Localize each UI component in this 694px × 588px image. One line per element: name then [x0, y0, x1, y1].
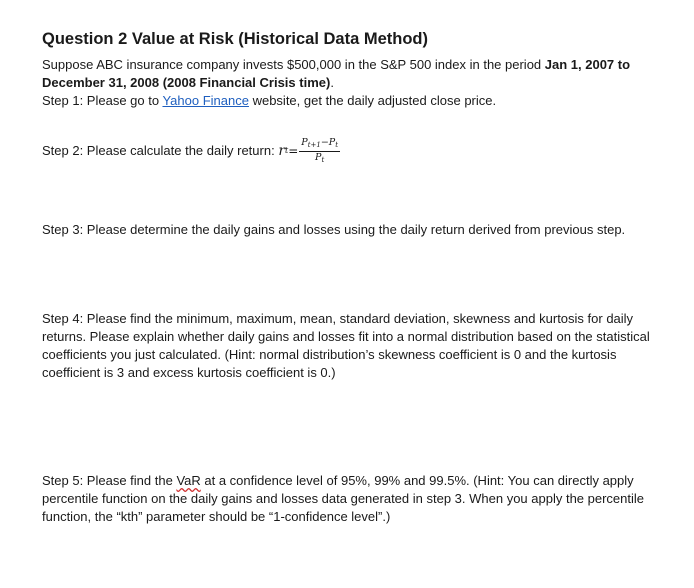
question-title: Question 2 Value at Risk (Historical Data Method) — [42, 30, 429, 48]
document-page — [42, 28, 662, 524]
step2-block — [42, 136, 662, 165]
num-p: P — [301, 137, 308, 148]
formula-lhs: r — [278, 142, 286, 159]
step5-after: at a confidence level of 95%, 99% and 99.5%. (Hint: You can directly apply percentile function on the daily gains and losses data generated in step 3. When you apply the percentile function, the “kth” parameter should be “1-confidence level”.) — [42, 473, 645, 524]
step4-paragraph: Step 4: Please find the minimum, maximum, mean, standard deviation, skewness and kurtosis for daily returns. Please explain whether daily gains and losses fit into a normal distribution based on the statistical coefficients you just calculated. (Hint: normal distribution’s skewness coefficient is 0 and the kurtosis coefficient is 3 and excess kurtosis coefficient is 0.) — [42, 311, 650, 380]
step4-block — [42, 310, 662, 382]
num-p-sub: t+1 — [307, 141, 321, 149]
intro-paragraph — [42, 56, 662, 92]
step1-after: website, get the daily adjusted close price. — [248, 93, 497, 108]
formula-fraction — [299, 137, 340, 166]
num-minus-p: −P — [320, 137, 336, 148]
step5-block — [42, 472, 662, 526]
formula-numerator — [299, 137, 340, 152]
formula-lhs-sub: t — [285, 145, 289, 155]
step2-paragraph — [42, 136, 662, 165]
den-p: P — [315, 152, 322, 163]
var-term: VaR — [176, 473, 201, 488]
step2-text: Step 2: Please calculate the daily return: — [42, 142, 279, 158]
step1-paragraph — [42, 92, 662, 110]
intro-end: . — [330, 75, 334, 90]
yahoo-finance-link[interactable]: Yahoo Finance — [162, 93, 249, 108]
formula-denominator — [315, 152, 324, 166]
num-minus-sub: t — [335, 141, 339, 149]
step5-before: Step 5: Please find the — [42, 473, 177, 488]
intro-period-bold: Jan 1, 2007 to December 31, 2008 (2008 Financial Crisis time) — [42, 57, 631, 90]
step5-paragraph — [42, 472, 662, 526]
den-p-sub: t — [321, 156, 325, 164]
intro-text: Suppose ABC insurance company invests $500,000 in the S&P 500 index in the period — [42, 57, 545, 72]
formula-eq: = — [288, 143, 299, 158]
step3-paragraph: Step 3: Please determine the daily gains and losses using the daily return derived from previous step. — [42, 222, 626, 237]
step1-before: Step 1: Please go to — [42, 93, 163, 108]
step3-block — [42, 221, 662, 239]
daily-return-formula — [278, 136, 340, 165]
